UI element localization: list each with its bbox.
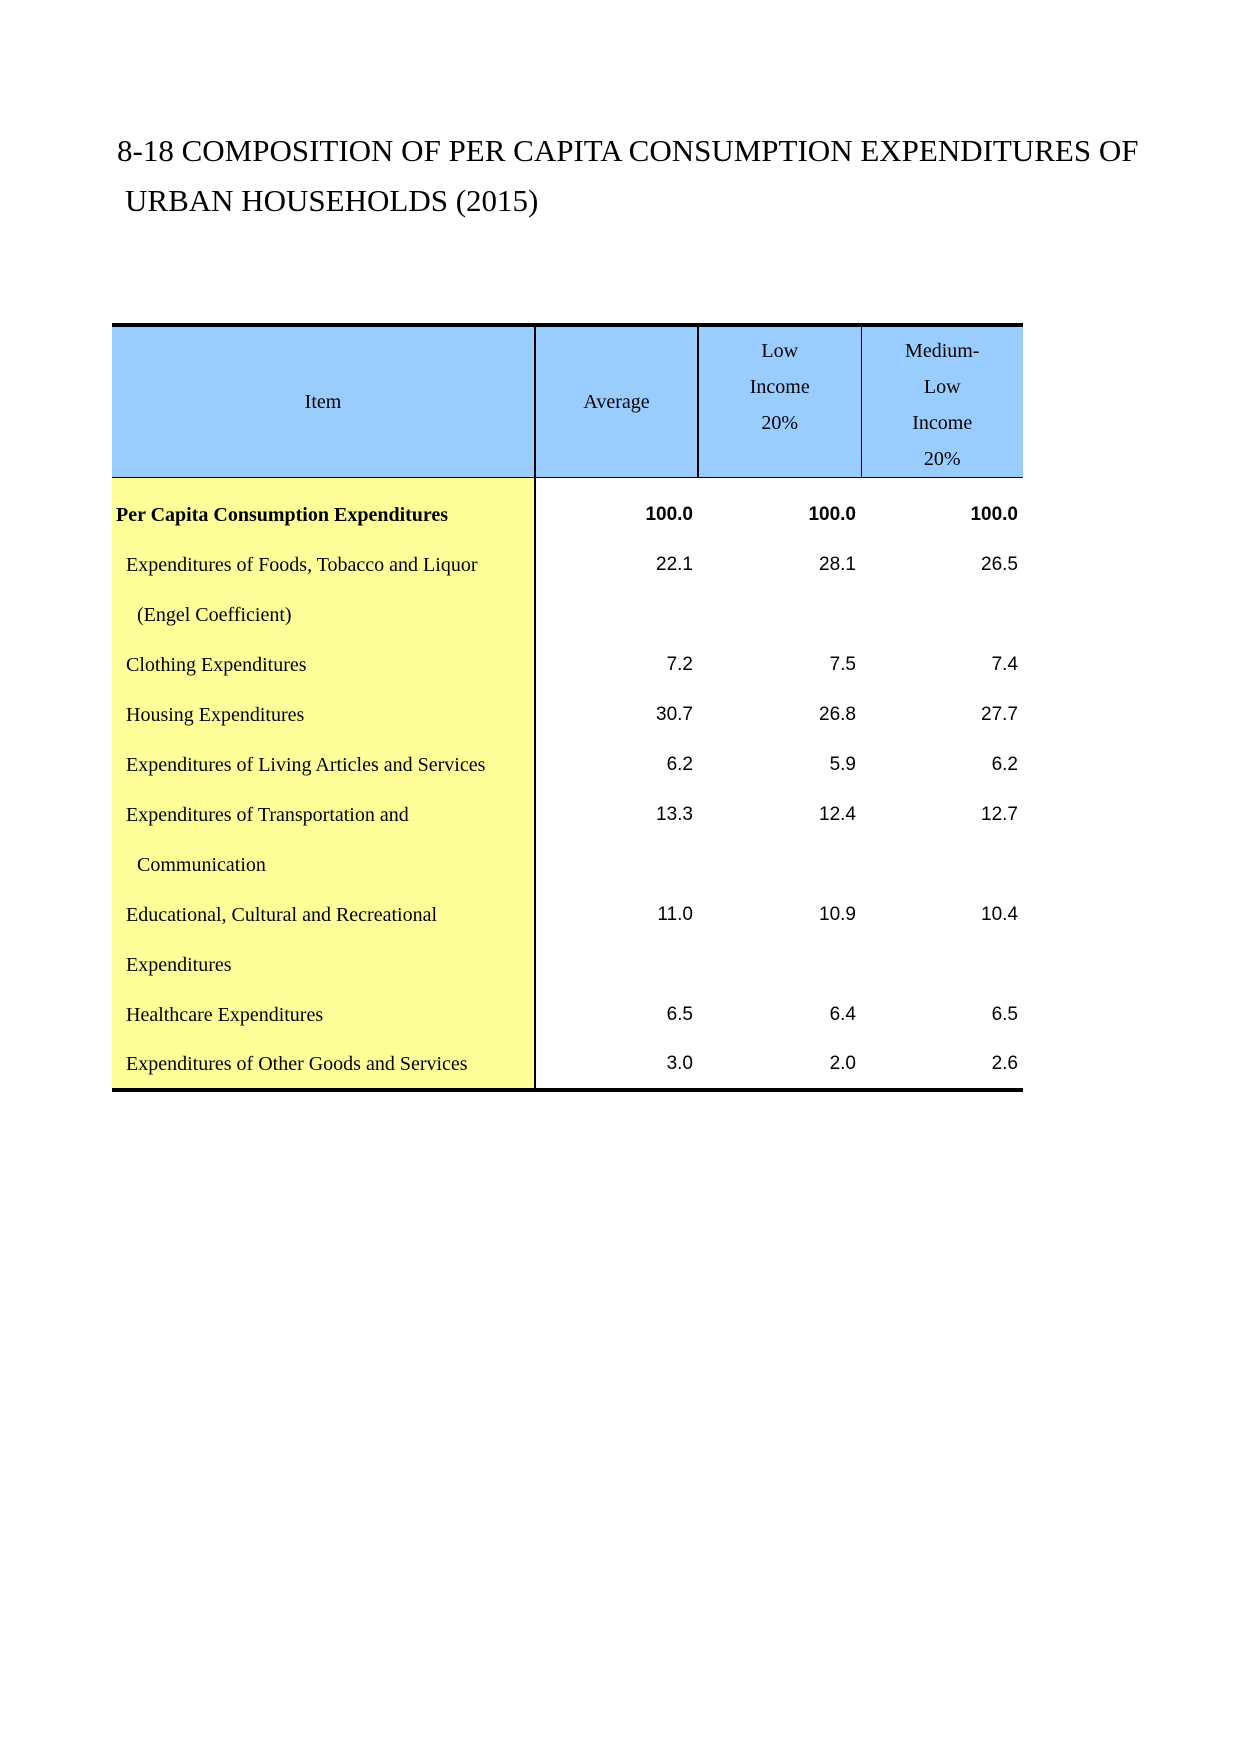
cell-average: 13.3: [656, 804, 693, 825]
row-label-continuation: Expenditures: [112, 940, 535, 990]
header-low-line: Income: [749, 376, 810, 398]
cell-average: 100.0: [645, 504, 693, 525]
table-row-continuation: [112, 840, 1023, 890]
cell-average: 3.0: [535, 1040, 698, 1090]
cell-low: 28.1: [819, 554, 856, 575]
header-low-line: 20%: [761, 412, 799, 434]
page-title: [117, 126, 1139, 226]
row-label: Expenditures of Living Articles and Services: [112, 740, 535, 790]
cell-average: 22.1: [656, 554, 693, 575]
title-line-2: URBAN HOUSEHOLDS (2015): [125, 183, 539, 218]
cell-average: 30.7: [656, 704, 693, 725]
row-label-continuation: (Engel Coefficient): [112, 590, 535, 640]
cell-medium-low: 100.0: [970, 504, 1018, 525]
row-label: Housing Expenditures: [112, 690, 535, 740]
table-row-continuation: [112, 940, 1023, 990]
header-low-income: [698, 325, 861, 478]
cell-medium-low: 12.7: [981, 804, 1018, 825]
table-row: [112, 790, 1023, 840]
cell-medium-low: 6.5: [991, 1004, 1018, 1025]
cell-average: 6.5: [666, 1004, 693, 1025]
cell-low: 2.0: [698, 1040, 861, 1090]
row-label: Healthcare Expenditures: [112, 990, 535, 1040]
header-item: Item: [112, 325, 535, 478]
row-label: Clothing Expenditures: [112, 640, 535, 690]
table-row: [112, 740, 1023, 790]
cell-medium-low: 27.7: [981, 704, 1018, 725]
header-medium-low-income: [861, 325, 1023, 478]
header-low-line: Low: [761, 340, 799, 362]
table-row: [112, 540, 1023, 590]
cell-medium-low: 10.4: [981, 904, 1018, 925]
table-row: [112, 640, 1023, 690]
table-row-continuation: [112, 590, 1023, 640]
cell-average: 6.2: [666, 754, 693, 775]
header-ml-line: Medium-: [905, 340, 980, 362]
title-line-1: 8-18 COMPOSITION OF PER CAPITA CONSUMPTION EXPENDITURES OF: [117, 133, 1139, 168]
cell-low: 5.9: [829, 754, 856, 775]
header-average: Average: [535, 325, 698, 478]
data-table: [112, 323, 1023, 1092]
header-ml-line: Income: [912, 412, 973, 434]
cell-average: 11.0: [657, 904, 693, 925]
row-label: Educational, Cultural and Recreational: [112, 890, 535, 940]
cell-low: 12.4: [819, 804, 856, 825]
cell-low: 7.5: [829, 654, 856, 675]
table-row: [112, 890, 1023, 940]
header-ml-line: 20%: [923, 448, 961, 470]
cell-medium-low: 2.6: [861, 1040, 1023, 1090]
cell-average: 7.2: [666, 654, 693, 675]
header-ml-line: Low: [923, 376, 961, 398]
row-label: Expenditures of Other Goods and Services: [112, 1040, 535, 1090]
cell-medium-low: 6.2: [991, 754, 1018, 775]
row-label: Expenditures of Transportation and: [112, 790, 535, 840]
table-row: [112, 990, 1023, 1040]
table-row: [112, 690, 1023, 740]
row-label-continuation: Communication: [112, 840, 535, 890]
header-row: [112, 325, 1023, 478]
cell-low: 10.9: [819, 904, 856, 925]
cell-medium-low: 26.5: [981, 554, 1018, 575]
cell-medium-low: 7.4: [991, 654, 1018, 675]
spacer-row: [112, 478, 1023, 491]
row-label: Per Capita Consumption Expenditures: [112, 490, 535, 540]
table-row: [112, 1040, 1023, 1090]
table-row-total: [112, 490, 1023, 540]
cell-low: 100.0: [808, 504, 856, 525]
cell-low: 6.4: [829, 1004, 856, 1025]
expenditure-table: [112, 323, 1023, 1092]
cell-low: 26.8: [819, 704, 856, 725]
row-label: Expenditures of Foods, Tobacco and Liquor: [112, 540, 535, 590]
